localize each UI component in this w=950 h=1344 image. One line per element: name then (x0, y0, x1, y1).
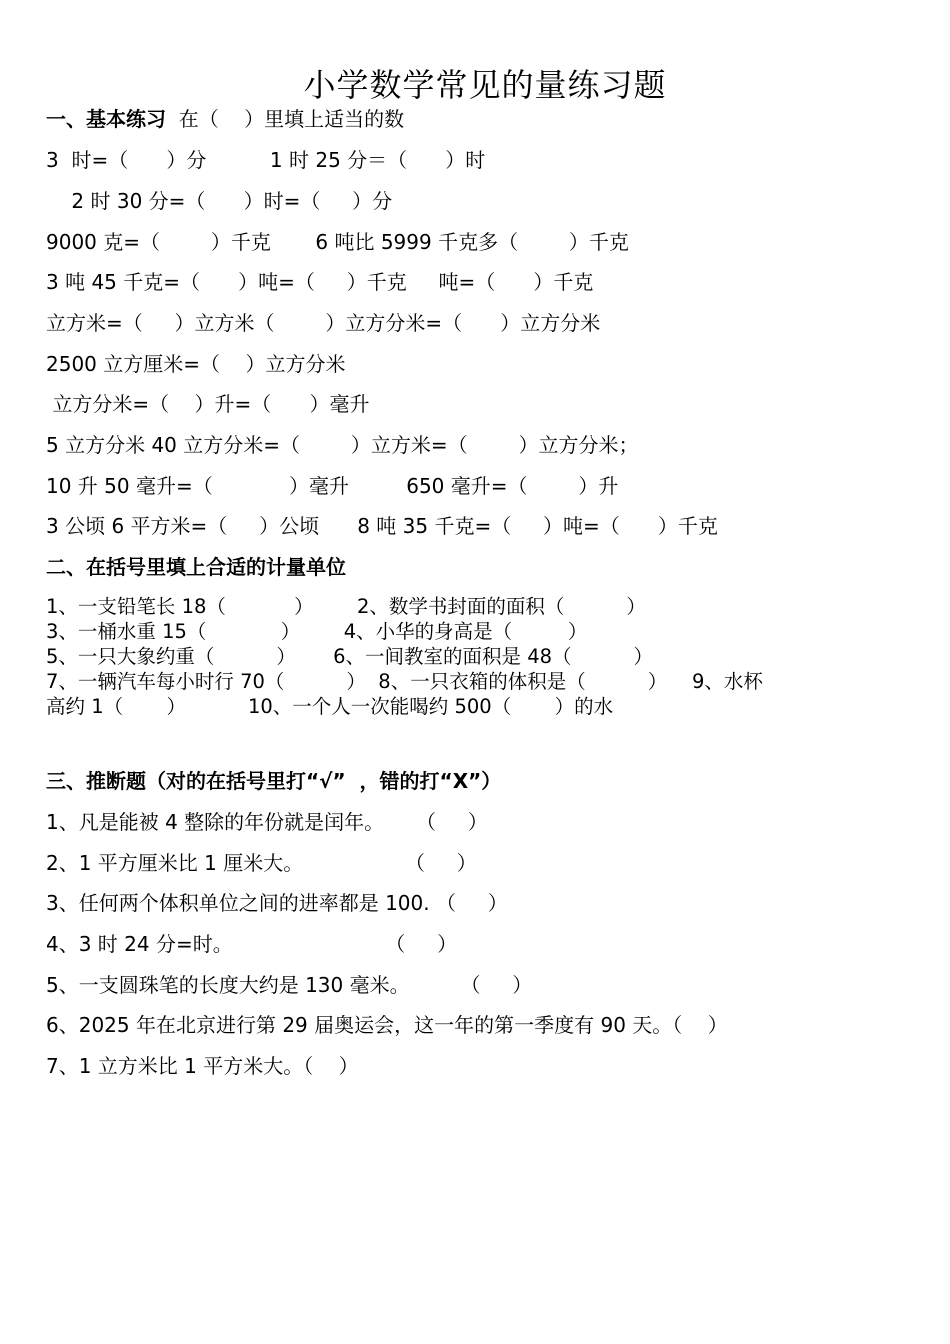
section1-line: 3 时=（ ）分 1 时 25 分＝（ ）时 (46, 148, 486, 172)
section1-heading: 一、基本练习 (46, 107, 166, 131)
section3-line: 2、1 平方厘米比 1 厘米大。 （ ） (46, 851, 477, 875)
section1-line: 3 公顷 6 平方米=（ ）公顷 8 吨 35 千克=（ ）吨=（ ）千克 (46, 514, 718, 538)
section1-line: 2500 立方厘米=（ ）立方分米 (46, 352, 346, 376)
section3-line: 3、任何两个体积单位之间的进率都是 100. （ ） (46, 891, 508, 915)
section1-instruction: 在（ ）里填上适当的数 (166, 107, 405, 131)
section1-line: 立方米=（ ）立方米（ ）立方分米=（ ）立方分米 (46, 311, 601, 335)
section2-line: 5、一只大象约重（ ） 6、一间教室的面积是 48（ ） (46, 645, 653, 668)
section1-line: 立方分米=（ ）升=（ ）毫升 (46, 392, 370, 416)
section2-line: 高约 1（ ） 10、一个人一次能喝约 500（ ）的水 (46, 695, 614, 718)
section3-line: 1、凡是能被 4 整除的年份就是闰年。 （ ） (46, 810, 488, 834)
section2-line: 7、一辆汽车每小时行 70（ ） 8、一只衣箱的体积是（ ） 9、水杯 (46, 670, 763, 693)
section1-line: 3 吨 45 千克=（ ）吨=（ ）千克 吨=（ ）千克 (46, 270, 594, 294)
page-title: 小学数学常见的量练习题 (303, 66, 667, 104)
section3-heading: 三、推断题（对的在括号里打“√” ，错的打“X”） (46, 769, 502, 793)
section3-line: 5、一支圆珠笔的长度大约是 130 毫米。 （ ） (46, 973, 533, 997)
section3-line: 6、2025 年在北京进行第 29 届奥运会，这一年的第一季度有 90 天。（ ） (46, 1013, 728, 1037)
section2-line: 1、一支铅笔长 18（ ） 2、数学书封面的面积（ ） (46, 595, 646, 618)
section3-line: 7、1 立方米比 1 平方米大。（ ） (46, 1054, 359, 1078)
section1-header (46, 106, 404, 132)
section1-line: 9000 克=（ ）千克 6 吨比 5999 千克多（ ）千克 (46, 230, 629, 254)
section2-line: 3、一桶水重 15（ ） 4、小华的身高是（ ） (46, 620, 588, 643)
section2-heading: 二、在括号里填上合适的计量单位 (46, 555, 346, 579)
section3-line: 4、3 时 24 分=时。 （ ） (46, 932, 458, 956)
section1-line: 2 时 30 分=（ ）时=（ ）分 (46, 189, 393, 213)
section1-line: 5 立方分米 40 立方分米=（ ）立方米=（ ）立方分米； (46, 433, 639, 457)
section1-line: 10 升 50 毫升=（ ）毫升 650 毫升=（ ）升 (46, 474, 619, 498)
